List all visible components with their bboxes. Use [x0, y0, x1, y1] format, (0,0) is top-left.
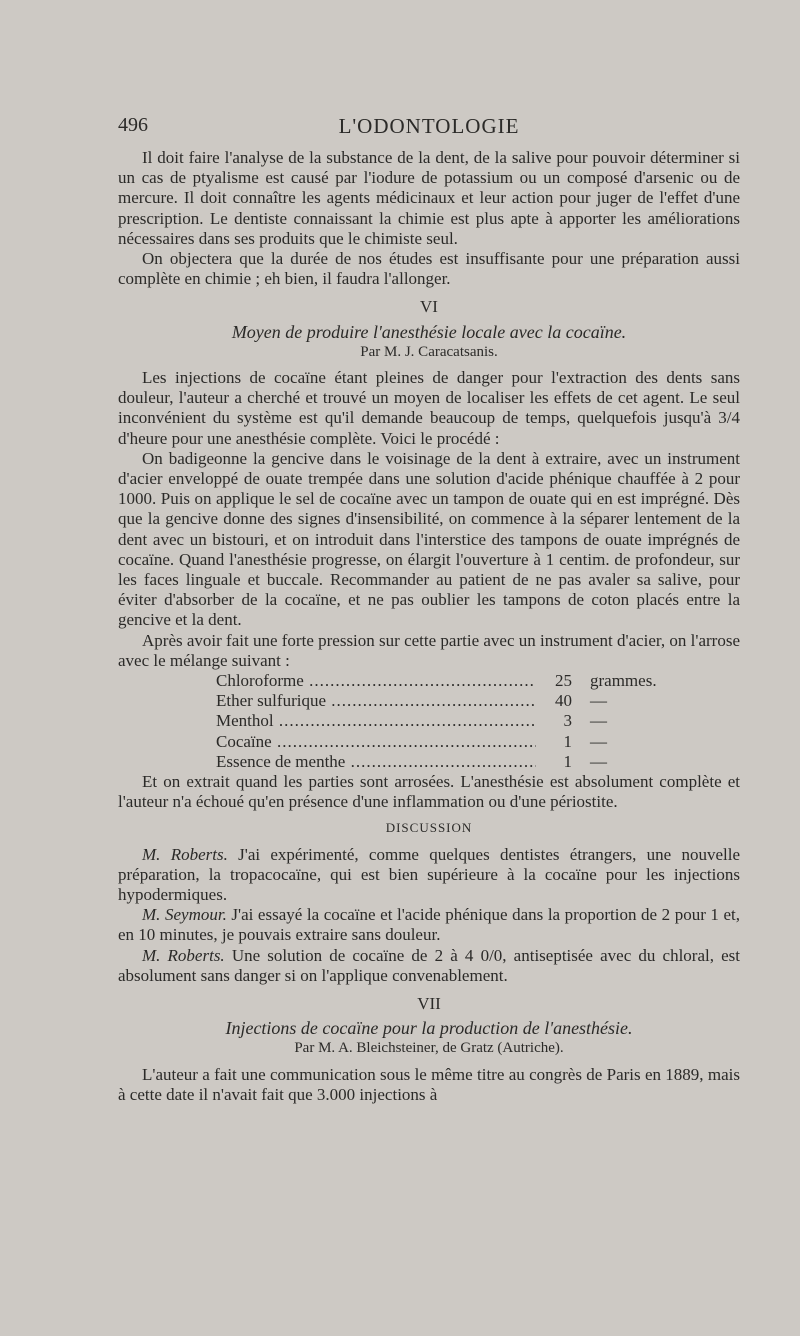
speaker-text: Une solution de cocaïne de 2 à 4 0/0, antiseptisée avec du chloral, est absolument sans danger si on l'applique convenablement. [118, 945, 740, 985]
paragraph: On objectera que la durée de nos études est insuffisante pour une préparation aussi complète en chimie ; eh bien, il faudra l'allonger. [118, 249, 740, 289]
recipe-ingredient: Chloroforme ..... [216, 671, 536, 691]
recipe-ingredient: Menthol ..... [216, 711, 536, 731]
recipe-ingredient: Essence de menthe ..... [216, 752, 536, 772]
running-title: L'ODONTOLOGIE [338, 114, 520, 138]
recipe-ingredient: Cocaïne ..... [216, 732, 536, 752]
recipe-row [216, 711, 740, 731]
paragraph: Il doit faire l'analyse de la substance de la dent, de la salive pour pouvoir déterminer si un cas de ptyalisme est causé par l'iodure de potassium ou un composé d'arsenic ou de mercure. Il doit connaître les agents médicinaux et leur action pour juger de l'effet d'une prescription. Le dentiste connaissant la chimie est plus apte à apporter les améliorations nécessaires dans ses produits que le chimiste seul. [118, 148, 740, 248]
recipe-row [216, 671, 740, 691]
speaker-text: J'ai essayé la cocaïne et l'acide phénique dans la proportion de 2 pour 1 et, en 10 minutes, je pouvais extraire sans douleur. [118, 905, 741, 945]
recipe-row [216, 691, 740, 711]
speaker-name: M. Roberts. [142, 945, 225, 965]
discussion-entry [118, 905, 740, 945]
paragraph: L'auteur a fait une communication sous le même titre au congrès de Paris en 1889, mais à cette date il n'avait fait que 3.000 injections à [118, 1064, 740, 1104]
page-number: 496 [118, 114, 148, 136]
recipe-list [216, 671, 740, 772]
discussion-entry [118, 946, 740, 986]
recipe-unit: — [590, 711, 607, 731]
section-title: Moyen de produire l'anesthésie locale avec la cocaïne. [231, 321, 627, 342]
recipe-quantity: 25 [555, 671, 572, 691]
recipe-row [216, 732, 740, 752]
paragraph: Les injections de cocaïne étant pleines de danger pour l'extraction des dents sans douleur, l'auteur a cherché et trouvé un moyen de localiser les effets de cet agent. Le seul inconvénient du système est qu'il demande beaucoup de temps, quelquefois jusqu'à 3/4 d'heure pour une anesthésie complète. Voici le procédé : [118, 368, 740, 448]
recipe-quantity: 1 [563, 731, 572, 751]
section-title: Injections de cocaïne pour la production de l'anesthésie. [225, 1018, 633, 1039]
section-byline: Par M. J. Caracatsanis. [360, 343, 498, 360]
speaker-text: J'ai expérimenté, comme quelques dentistes étrangers, une nouvelle préparation, la tropacocaïne, qui est bien supérieure à la cocaïne pour les injections hypodermiques. [118, 844, 740, 905]
recipe-quantity: 40 [555, 691, 572, 711]
page-header [118, 114, 740, 144]
section-number: VI [420, 297, 438, 317]
paragraph: On badigeonne la gencive dans le voisinage de la dent à extraire, avec un instrument d'acier enveloppé de ouate trempée dans une solution d'acide phénique chauffée à 2 pour 1000. Puis on applique le sel de cocaïne avec un tampon de ouate qui en est imprégné. Dès que la gencive donne des signes d'insensibilité, on commence à la séparer lentement de la dent avec un bistouri, et on introduit dans l'interstice des tampons de ouate imprégnés de cocaïne. Quand l'anesthésie progresse, on élargit l'ouverture à 1 centim. de profondeur, sur les faces linguale et buccale. Recommander au patient de ne pas avaler sa salive, pour éviter d'absorber de la cocaïne, et ne pas oublier les tampons de coton placés entre la gencive et la dent. [118, 448, 740, 630]
recipe-row [216, 752, 740, 772]
paragraph: Après avoir fait une forte pression sur cette partie avec un instrument d'acier, on l'arrose avec le mélange suivant : [118, 630, 740, 670]
speaker-name: M. Seymour. [142, 905, 227, 925]
recipe-ingredient: Ether sulfurique ..... [216, 691, 536, 711]
page-body [118, 148, 740, 1105]
section-number: VII [417, 994, 441, 1014]
recipe-unit: — [590, 751, 607, 771]
recipe-quantity: 1 [563, 751, 572, 771]
recipe-quantity: 3 [563, 711, 572, 731]
recipe-unit: grammes. [590, 671, 657, 691]
recipe-unit: — [590, 691, 607, 711]
section-byline: Par M. A. Bleichsteiner, de Gratz (Autriche). [294, 1040, 564, 1057]
speaker-name: M. Roberts. [142, 844, 228, 864]
paragraph: Et on extrait quand les parties sont arrosées. L'anesthésie est absolument complète et l'auteur n'a échoué qu'en présence d'une inflammation ou d'une périostite. [118, 772, 740, 812]
recipe-unit: — [590, 731, 607, 751]
discussion-heading: DISCUSSION [385, 820, 473, 836]
discussion-entry [118, 845, 740, 906]
